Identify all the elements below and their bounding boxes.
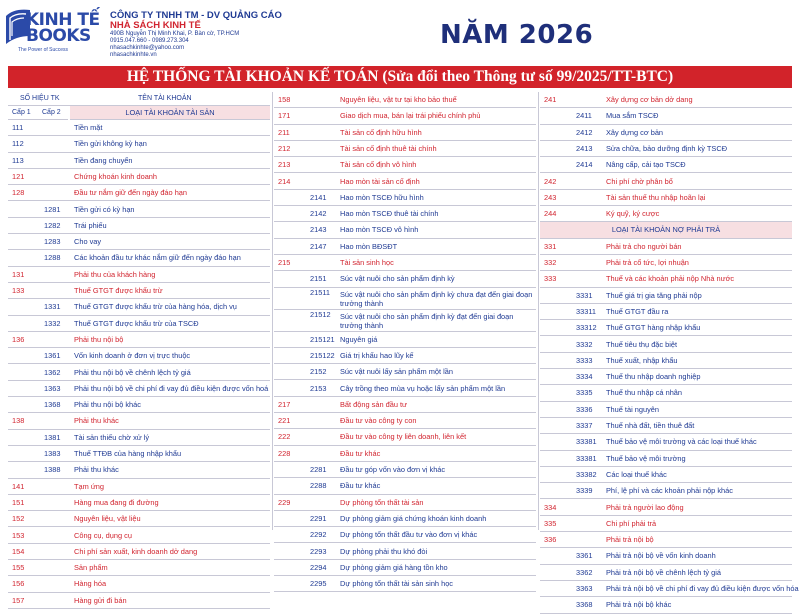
account-name: Mua sắm TSCĐ xyxy=(606,111,659,121)
table-row xyxy=(274,413,536,429)
column-divider xyxy=(272,92,273,530)
account-level-2: 33382 xyxy=(576,469,597,479)
table-row xyxy=(540,255,792,271)
account-level-1: 217 xyxy=(278,399,291,409)
table-row xyxy=(274,125,536,141)
account-level-2: 2143 xyxy=(310,225,327,235)
account-name: Nguyên liệu, vật tư tại kho bảo thuế xyxy=(340,95,457,104)
account-level-2: 21511 xyxy=(310,287,331,297)
account-name: Ký quỹ, ký cược xyxy=(606,209,660,219)
table-row xyxy=(540,239,792,255)
account-name: Bất động sản đầu tư xyxy=(340,399,407,409)
table-row xyxy=(540,467,792,483)
table-row xyxy=(540,206,792,222)
account-level-2: 215121 xyxy=(310,334,335,344)
account-level-2: 1381 xyxy=(44,432,61,442)
account-name: Cây trồng theo mùa vụ hoặc lấy sản phẩm một lần xyxy=(340,383,506,393)
account-level-1: 112 xyxy=(12,139,24,149)
account-level-1: 171 xyxy=(278,111,291,121)
table-row xyxy=(540,190,792,206)
table-row xyxy=(274,576,536,592)
account-name: Nguyên liệu, vật liệu xyxy=(74,514,141,524)
account-name: Phải thu khác xyxy=(74,465,119,475)
table-row xyxy=(540,532,792,548)
table-row xyxy=(274,544,536,560)
account-level-1: 228 xyxy=(278,448,291,458)
account-level-2: 1363 xyxy=(44,383,61,393)
account-name: Dự phòng giảm giá hàng tồn kho xyxy=(340,562,448,572)
account-level-2: 1361 xyxy=(44,351,61,361)
table-row xyxy=(274,332,536,348)
account-name: Xây dựng cơ bản dở dang xyxy=(606,95,693,104)
account-level-1: 242 xyxy=(544,176,557,186)
table-row xyxy=(8,153,270,169)
account-name: Phải trả nội bộ về vốn kinh doanh xyxy=(606,551,716,561)
account-level-1: 214 xyxy=(278,176,291,186)
account-name: Dự phòng tổn thất đầu tư vào đơn vị khác xyxy=(340,530,478,540)
account-name: Tài sản cố định vô hình xyxy=(340,160,417,170)
section-label: LOẠI TÀI KHOẢN TÀI SẢN xyxy=(125,108,215,117)
account-name: Tạm ứng xyxy=(74,481,105,491)
table-row xyxy=(274,255,536,271)
account-name: Phải trả nội bộ về chênh lệch tỷ giá xyxy=(606,567,722,577)
table-row xyxy=(8,202,270,218)
table-row xyxy=(540,320,792,336)
account-name: Phải thu nội bộ khác xyxy=(74,400,141,410)
logo-tagline: The Power of Success xyxy=(18,47,69,53)
logo-line2: BOOKS xyxy=(26,26,91,46)
account-level-1: 138 xyxy=(12,416,25,426)
table-row xyxy=(8,316,270,332)
header-account-name: TÊN TÀI KHOẢN xyxy=(138,95,192,102)
account-level-2: 2411 xyxy=(576,111,592,121)
account-name: Phải trả nội bộ xyxy=(606,535,654,545)
table-row xyxy=(540,141,792,157)
account-level-1: 336 xyxy=(544,535,557,545)
account-name: Công cụ, dụng cụ xyxy=(74,530,132,540)
account-level-2: 1388 xyxy=(44,465,61,475)
table-row xyxy=(274,397,536,413)
table-row xyxy=(8,576,270,592)
account-name: Tài sản sinh học xyxy=(340,258,394,267)
table-row xyxy=(8,495,270,511)
table-row xyxy=(540,597,792,613)
table-row xyxy=(540,288,792,304)
table-row xyxy=(274,560,536,576)
table-header-row xyxy=(8,92,270,106)
table-row xyxy=(540,418,792,434)
account-name: Chi phí chờ phân bổ xyxy=(606,176,673,186)
account-level-1: 141 xyxy=(12,481,25,491)
account-level-1: 335 xyxy=(544,518,557,528)
account-level-1: 133 xyxy=(12,286,25,295)
table-row xyxy=(540,434,792,450)
account-level-1: 243 xyxy=(544,192,557,202)
account-level-2: 2291 xyxy=(310,513,327,523)
table-row xyxy=(8,299,270,315)
account-level-1: 131 xyxy=(12,269,25,279)
account-name: Chi phí phải trả xyxy=(606,518,657,528)
account-name: Đầu tư nắm giữ đến ngày đáo hạn xyxy=(74,188,188,198)
table-row xyxy=(274,174,536,190)
account-name: Súc vật nuôi cho sản phẩm định kỳ chưa đạt đến giai đoạn trưởng thành xyxy=(340,289,533,308)
table-row xyxy=(8,234,270,250)
accounts-table xyxy=(8,92,799,610)
account-level-1: 331 xyxy=(544,241,557,251)
account-level-2: 3362 xyxy=(576,567,593,577)
account-level-2: 1383 xyxy=(44,449,61,458)
account-name: Chứng khoán kinh doanh xyxy=(74,171,158,181)
account-name: Tiền mặt xyxy=(74,123,103,132)
account-name: Sản phẩm xyxy=(74,563,108,573)
brand-logo xyxy=(4,6,104,52)
account-name: Thuế tiêu thụ đặc biệt xyxy=(606,339,678,349)
page-header xyxy=(0,0,800,64)
account-level-2: 2147 xyxy=(310,241,327,251)
account-name: Giao dịch mua, bán lại trái phiếu chính phủ xyxy=(340,111,481,121)
table-row xyxy=(274,108,536,124)
account-level-1: 151 xyxy=(12,497,25,507)
account-name: Hao mòn TSCĐ thuê tài chính xyxy=(340,209,439,219)
account-name: Thuế GTGT đầu ra xyxy=(606,306,669,316)
account-name: Thuế tài nguyên xyxy=(606,404,660,414)
account-name: Chi phí sản xuất, kinh doanh dở dang xyxy=(74,546,198,556)
account-name: Hao mòn TSCĐ vô hình xyxy=(340,225,419,235)
account-name: Đầu tư góp vốn vào đơn vị khác xyxy=(340,465,446,474)
account-level-2: 1282 xyxy=(44,220,61,230)
account-name: Thuế GTGT được khấu trừ xyxy=(74,286,163,295)
account-level-1: 155 xyxy=(12,563,25,573)
account-name: Thuế TTĐB của hàng nhập khẩu xyxy=(74,449,182,458)
table-row xyxy=(274,429,536,445)
account-level-2: 2294 xyxy=(310,562,327,572)
table-row xyxy=(8,332,270,348)
banner-title: HỆ THỐNG TÀI KHOẢN KẾ TOÁN (Sửa đổi theo Thông tư số 99/2025/TT-BTC) xyxy=(8,66,792,88)
account-name: Nâng cấp, cải tạo TSCĐ xyxy=(606,160,686,170)
account-name: Tiền đang chuyển xyxy=(74,155,133,165)
table-row xyxy=(274,478,536,494)
account-name: Thuế xuất, nhập khẩu xyxy=(606,355,678,365)
account-level-1: 333 xyxy=(544,274,557,284)
account-name: Tài sản cố định hữu hình xyxy=(340,127,422,137)
table-row xyxy=(540,369,792,385)
account-level-1: 241 xyxy=(544,95,557,104)
account-name: Tài sản thiếu chờ xử lý xyxy=(74,432,150,442)
account-level-2: 2153 xyxy=(310,383,327,393)
table-row xyxy=(8,365,270,381)
contact-website: nhasachkinhte.vn xyxy=(110,52,157,58)
account-level-2: 2152 xyxy=(310,367,327,377)
account-level-1: 211 xyxy=(278,127,290,137)
account-level-2: 2295 xyxy=(310,579,327,589)
table-row xyxy=(540,271,792,287)
table-subheader-row xyxy=(8,106,68,120)
table-row xyxy=(540,385,792,401)
table-row xyxy=(540,157,792,173)
account-name: Tiền gửi có kỳ hạn xyxy=(74,204,135,214)
logo-line1: KINH TẾ xyxy=(26,10,100,30)
account-name: Tiền gửi không kỳ hạn xyxy=(74,139,147,149)
table-row xyxy=(8,267,270,283)
account-name: Giá trị khấu hao lũy kế xyxy=(340,350,414,360)
account-name: Xây dựng cơ bản xyxy=(606,127,664,137)
account-level-2: 2413 xyxy=(576,143,593,153)
section-label: LOẠI TÀI KHOẢN NỢ PHẢI TRẢ xyxy=(611,225,721,235)
account-name: Phải trả người lao động xyxy=(606,502,684,512)
account-name: Cho vay xyxy=(74,237,102,247)
account-level-1: 212 xyxy=(278,143,291,153)
account-name: Phải trả nội bộ về chi phí đi vay đủ điều kiện được vốn hóa xyxy=(606,584,799,593)
table-row xyxy=(8,430,270,446)
table-row xyxy=(540,174,792,190)
account-name: Thuế và các khoản phải nộp Nhà nước xyxy=(606,274,735,284)
table-row xyxy=(274,348,536,364)
account-name: Phải thu của khách hàng xyxy=(74,269,156,279)
table-row xyxy=(8,185,270,201)
table-row xyxy=(274,446,536,462)
table-row xyxy=(8,397,270,413)
account-level-2: 2412 xyxy=(576,127,593,137)
table-row xyxy=(274,462,536,478)
table-row xyxy=(274,310,536,332)
account-level-2: 3337 xyxy=(576,421,593,430)
account-name: Vốn kinh doanh ở đơn vị trực thuộc xyxy=(74,351,191,361)
account-name: Phải thu nội bộ về chênh lệch tỷ giá xyxy=(74,367,191,377)
table-row xyxy=(274,364,536,380)
account-level-2: 3332 xyxy=(576,339,593,349)
account-name: Nguyên giá xyxy=(340,334,378,344)
account-name: Thuế bảo vệ môi trường xyxy=(606,453,686,463)
account-name: Hàng hóa xyxy=(74,579,107,589)
account-name: Phải trả nội bộ khác xyxy=(606,600,672,610)
account-level-1: 113 xyxy=(12,155,24,165)
account-name: Dự phòng giảm giá chứng khoán kinh doanh xyxy=(340,513,487,523)
account-level-1: 334 xyxy=(544,502,557,512)
account-name: Các khoản đầu tư khác nắm giữ đến ngày đáo hạn xyxy=(74,253,241,263)
account-level-2: 2292 xyxy=(310,530,327,540)
table-row xyxy=(8,218,270,234)
account-name: Sửa chữa, bảo dưỡng định kỳ TSCĐ xyxy=(606,143,728,153)
table-row xyxy=(8,544,270,560)
account-level-1: 157 xyxy=(12,595,25,605)
contact-email: nhasachkinhte@yahoo.com xyxy=(110,45,185,51)
account-level-2: 3335 xyxy=(576,388,593,398)
account-level-1: 154 xyxy=(12,546,25,556)
table-row xyxy=(274,495,536,511)
table-row xyxy=(8,593,270,609)
account-name: Thuế bảo vệ môi trường và các loại thuế khác xyxy=(606,437,757,447)
account-level-1: 215 xyxy=(278,258,291,267)
account-name: Phí, lệ phí và các khoản phải nộp khác xyxy=(606,486,733,496)
account-level-1: 121 xyxy=(12,171,25,181)
table-row xyxy=(8,511,270,527)
account-level-2: 33312 xyxy=(576,323,597,333)
account-name: Đầu tư vào công ty con xyxy=(340,416,417,426)
table-row xyxy=(274,381,536,397)
table-row xyxy=(274,190,536,206)
account-level-2: 1368 xyxy=(44,400,61,410)
account-level-2: 1288 xyxy=(44,253,61,263)
account-name: Thuế thu nhập doanh nghiệp xyxy=(606,372,701,382)
table-row xyxy=(8,136,270,152)
table-row xyxy=(540,565,792,581)
account-level-1: 136 xyxy=(12,334,25,344)
table-row xyxy=(8,446,270,462)
account-name: Dự phòng tổn thất tài sản xyxy=(340,497,424,507)
account-name: Đầu tư vào công ty liên doanh, liên kết xyxy=(340,432,467,442)
account-level-2: 3333 xyxy=(576,355,593,365)
account-level-2: 2288 xyxy=(310,481,327,491)
contact-address: 490B Nguyễn Thị Minh Khai, P. Bàn cờ, TP.HCM xyxy=(110,31,240,37)
account-name: Phải thu nội bộ xyxy=(74,334,124,344)
table-row xyxy=(274,239,536,255)
table-row xyxy=(274,511,536,527)
table-row xyxy=(540,108,792,124)
account-name: Đầu tư khác xyxy=(340,481,381,491)
table-row xyxy=(274,157,536,173)
account-name: Phải trả cổ tức, lợi nhuận xyxy=(606,258,689,267)
table-row xyxy=(540,402,792,418)
table-row xyxy=(540,500,792,516)
account-level-1: 111 xyxy=(12,123,24,132)
account-level-2: 2293 xyxy=(310,546,327,556)
account-name: Súc vật nuôi cho sản phẩm định kỳ đạt đến giai đoạn trưởng thành xyxy=(340,311,514,330)
bookstore-name: NHÀ SÁCH KINH TẾ xyxy=(110,20,201,31)
header-level-1: Cấp 1 xyxy=(12,109,31,116)
account-name: Phải trả cho người bán xyxy=(606,241,682,251)
table-row xyxy=(8,381,270,397)
account-name: Thuế GTGT được khấu trừ của TSCĐ xyxy=(74,318,199,328)
table-row xyxy=(540,451,792,467)
company-name: CÔNG TY TNHH TM - DV QUẢNG CÁO xyxy=(110,10,282,21)
account-level-2: 33311 xyxy=(576,306,597,316)
table-row xyxy=(540,483,792,499)
section-header xyxy=(540,222,792,238)
table-row xyxy=(274,271,536,287)
account-level-1: 244 xyxy=(544,209,557,219)
account-level-2: 215122 xyxy=(310,350,335,360)
account-name: Thuế giá trị gia tăng phải nộp xyxy=(606,290,702,300)
table-row xyxy=(540,516,792,532)
table-row xyxy=(274,206,536,222)
table-row xyxy=(8,348,270,364)
table-row xyxy=(274,222,536,238)
account-name: Các loại thuế khác xyxy=(606,469,667,479)
table-row xyxy=(8,283,270,299)
account-level-2: 1362 xyxy=(44,367,61,377)
table-row xyxy=(8,250,270,266)
account-level-1: 153 xyxy=(12,530,25,540)
account-level-2: 3331 xyxy=(576,290,593,300)
account-level-1: 213 xyxy=(278,160,291,170)
account-name: Dự phòng phải thu khó đòi xyxy=(340,546,428,556)
account-name: Hàng mua đang đi đường xyxy=(74,497,159,507)
table-row xyxy=(274,92,536,108)
account-level-1: 158 xyxy=(278,95,291,104)
table-row xyxy=(274,527,536,543)
account-name: Hao mòn TSCĐ hữu hình xyxy=(340,192,424,202)
account-name: Phải thu khác xyxy=(74,416,119,426)
account-name: Trái phiếu xyxy=(74,220,107,230)
table-row xyxy=(540,353,792,369)
account-level-1: 152 xyxy=(12,514,25,524)
account-name: Hao mòn BĐSĐT xyxy=(340,241,398,251)
account-name: Phải thu nội bộ về chi phí đi vay đủ điều kiện được vốn hoá xyxy=(74,383,269,393)
account-level-2: 3339 xyxy=(576,486,593,496)
table-row xyxy=(540,92,792,108)
table-row xyxy=(8,560,270,576)
account-name: Tài sản thuế thu nhập hoãn lại xyxy=(606,192,706,202)
table-row xyxy=(540,581,799,597)
account-name: Thuế GTGT hàng nhập khẩu xyxy=(606,323,701,333)
table-row xyxy=(274,141,536,157)
table-row xyxy=(540,548,792,564)
account-level-2: 21512 xyxy=(310,309,331,319)
account-name: Tài sản cố định thuê tài chính xyxy=(340,143,437,153)
account-name: Đầu tư khác xyxy=(340,448,381,458)
account-level-1: 222 xyxy=(278,432,291,442)
table-row xyxy=(8,462,270,478)
account-name: Dự phòng tổn thất tài sản sinh học xyxy=(340,579,454,589)
account-level-2: 2151 xyxy=(310,274,327,284)
table-row xyxy=(274,288,536,310)
account-level-1: 156 xyxy=(12,579,25,589)
account-level-2: 2414 xyxy=(576,160,593,170)
account-level-1: 128 xyxy=(12,188,25,198)
column-divider xyxy=(538,92,539,530)
table-row xyxy=(8,120,270,136)
account-name: Súc vật nuôi lấy sản phẩm một lần xyxy=(340,367,453,377)
account-name: Hao mòn tài sản cố định xyxy=(340,176,420,186)
account-level-2: 1283 xyxy=(44,237,61,247)
table-row xyxy=(8,413,270,429)
account-level-1: 221 xyxy=(278,416,291,426)
account-name: Thuế GTGT được khấu trừ của hàng hóa, dịch vụ xyxy=(74,302,237,312)
account-level-2: 1281 xyxy=(44,204,61,214)
account-level-2: 3368 xyxy=(576,600,593,610)
table-row xyxy=(8,528,270,544)
section-header xyxy=(70,106,270,120)
table-row xyxy=(540,125,792,141)
year-title: NĂM 2026 xyxy=(440,20,594,50)
account-level-2: 33381 xyxy=(576,437,597,447)
table-row xyxy=(540,304,792,320)
account-level-2: 3336 xyxy=(576,404,593,414)
contact-phone: 0915.047.660 - 0989.273.304 xyxy=(110,38,189,44)
table-row xyxy=(540,337,792,353)
table-row xyxy=(8,169,270,185)
account-level-1: 332 xyxy=(544,258,557,267)
account-level-2: 2142 xyxy=(310,209,327,219)
account-level-2: 33381 xyxy=(576,453,597,463)
account-level-2: 3334 xyxy=(576,372,593,382)
table-row xyxy=(8,479,270,495)
account-name: Thuế thu nhập cá nhân xyxy=(606,388,683,398)
account-name: Hàng gửi đi bán xyxy=(74,595,127,605)
account-level-2: 1331 xyxy=(44,302,61,312)
account-level-2: 3363 xyxy=(576,584,593,593)
header-level-2: Cấp 2 xyxy=(42,109,61,116)
header-account-number: SỐ HIỆU TK xyxy=(20,95,60,102)
account-level-1: 229 xyxy=(278,497,291,507)
account-level-2: 2281 xyxy=(310,465,327,474)
account-level-2: 2141 xyxy=(310,192,327,202)
account-name: Súc vật nuôi cho sản phẩm định kỳ xyxy=(340,274,455,284)
account-level-2: 3361 xyxy=(576,551,593,561)
account-name: Thuế nhà đất, tiền thuê đất xyxy=(606,421,695,430)
account-level-2: 1332 xyxy=(44,318,61,328)
